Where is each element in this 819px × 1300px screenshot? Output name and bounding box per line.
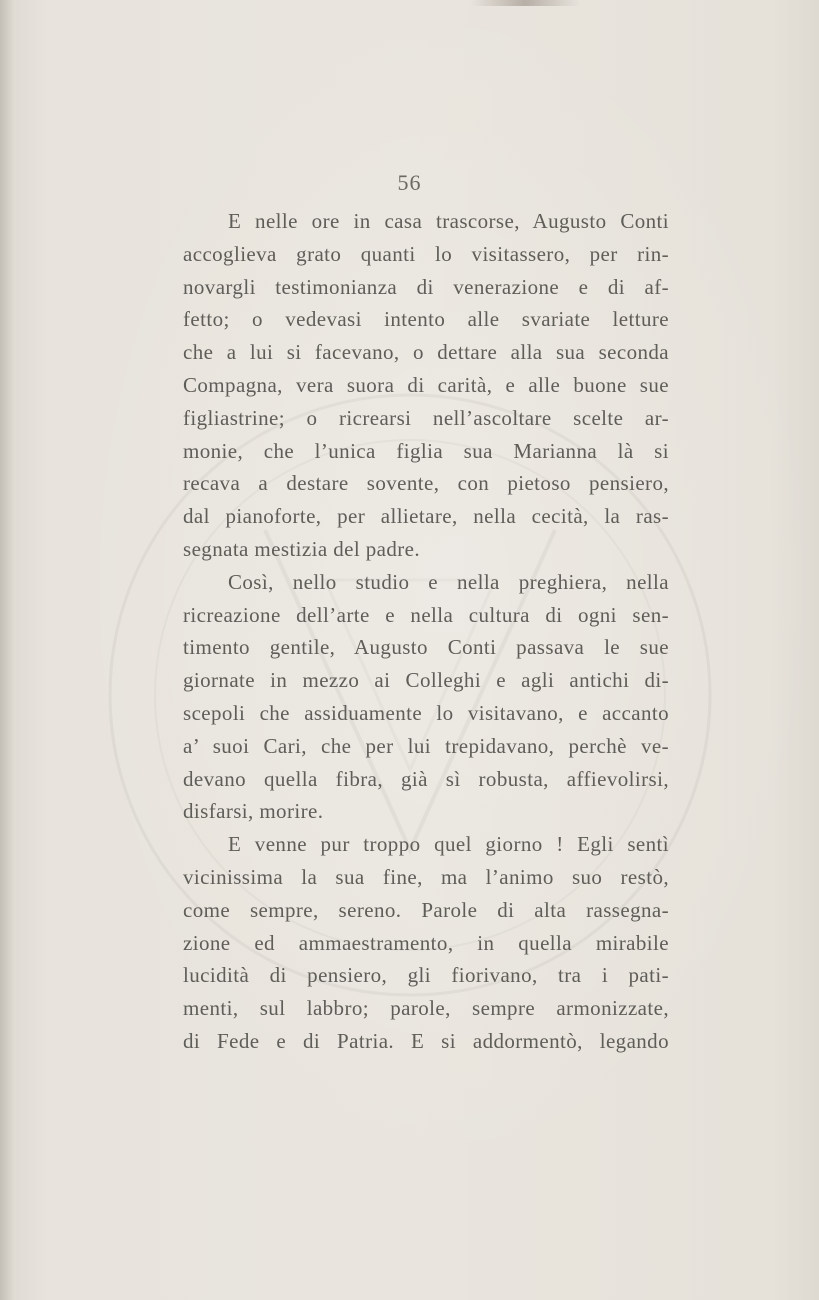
text-line: lucidità di pensiero, gli fiorivano, tra i pati- xyxy=(183,963,669,988)
text-line: dal pianoforte, per allietare, nella cecità, la ras- xyxy=(183,504,669,529)
top-edge-mark xyxy=(470,0,580,6)
text-line: giornate in mezzo ai Colleghi e agli antichi di- xyxy=(183,668,669,693)
text-line: come sempre, sereno. Parole di alta rassegna- xyxy=(183,897,669,922)
text-line: timento gentile, Augusto Conti passava le sue xyxy=(183,635,669,660)
text-line: menti, sul labbro; parole, sempre armonizzate, xyxy=(183,996,669,1021)
text-line: ricreazione dell’arte e nella cultura di ogni sen- xyxy=(183,602,669,627)
text-line: recava a destare sovente, con pietoso pensiero, xyxy=(183,471,669,496)
page-number: 56 xyxy=(397,170,422,195)
text-line: E nelle ore in casa trascorse, Augusto Conti xyxy=(228,209,669,233)
text-line: devano quella fibra, già sì robusta, affievolirsi, xyxy=(183,766,669,791)
text-line: scepoli che assiduamente lo visitavano, e accanto xyxy=(183,700,669,725)
body-text xyxy=(183,205,669,1058)
text-line: E venne pur troppo quel giorno ! Egli sentì xyxy=(228,832,669,857)
text-line: zione ed ammaestramento, in quella mirabile xyxy=(183,930,669,955)
text-line: monie, che l’unica figlia sua Marianna là si xyxy=(183,438,669,463)
text-line: novargli testimonianza di venerazione e di af- xyxy=(183,274,669,299)
text-line: Compagna, vera suora di carità, e alle buone sue xyxy=(183,372,669,397)
paragraph-2 xyxy=(183,566,669,828)
paragraph-3 xyxy=(183,828,669,1058)
text-line: Così, nello studio e nella preghiera, nella xyxy=(228,569,669,594)
paragraph-1 xyxy=(183,205,669,566)
text-line: figliastrine; o ricrearsi nell’ascoltare scelte ar- xyxy=(183,405,669,430)
text-line: segnata mestizia del padre. xyxy=(183,536,421,561)
text-line: che a lui si facevano, o dettare alla sua seconda xyxy=(183,340,669,365)
text-line: accoglieva grato quanti lo visitassero, per rin- xyxy=(183,241,669,266)
text-line: disfarsi, morire. xyxy=(183,799,324,824)
text-line: di Fede e di Patria. E si addormentò, legando xyxy=(183,1028,669,1053)
text-line: a’ suoi Cari, che per lui trepidavano, perchè ve- xyxy=(183,733,669,758)
text-line: vicinissima la sua fine, ma l’animo suo restò, xyxy=(183,864,669,889)
text-line: fetto; o vedevasi intento alle svariate letture xyxy=(183,307,669,332)
